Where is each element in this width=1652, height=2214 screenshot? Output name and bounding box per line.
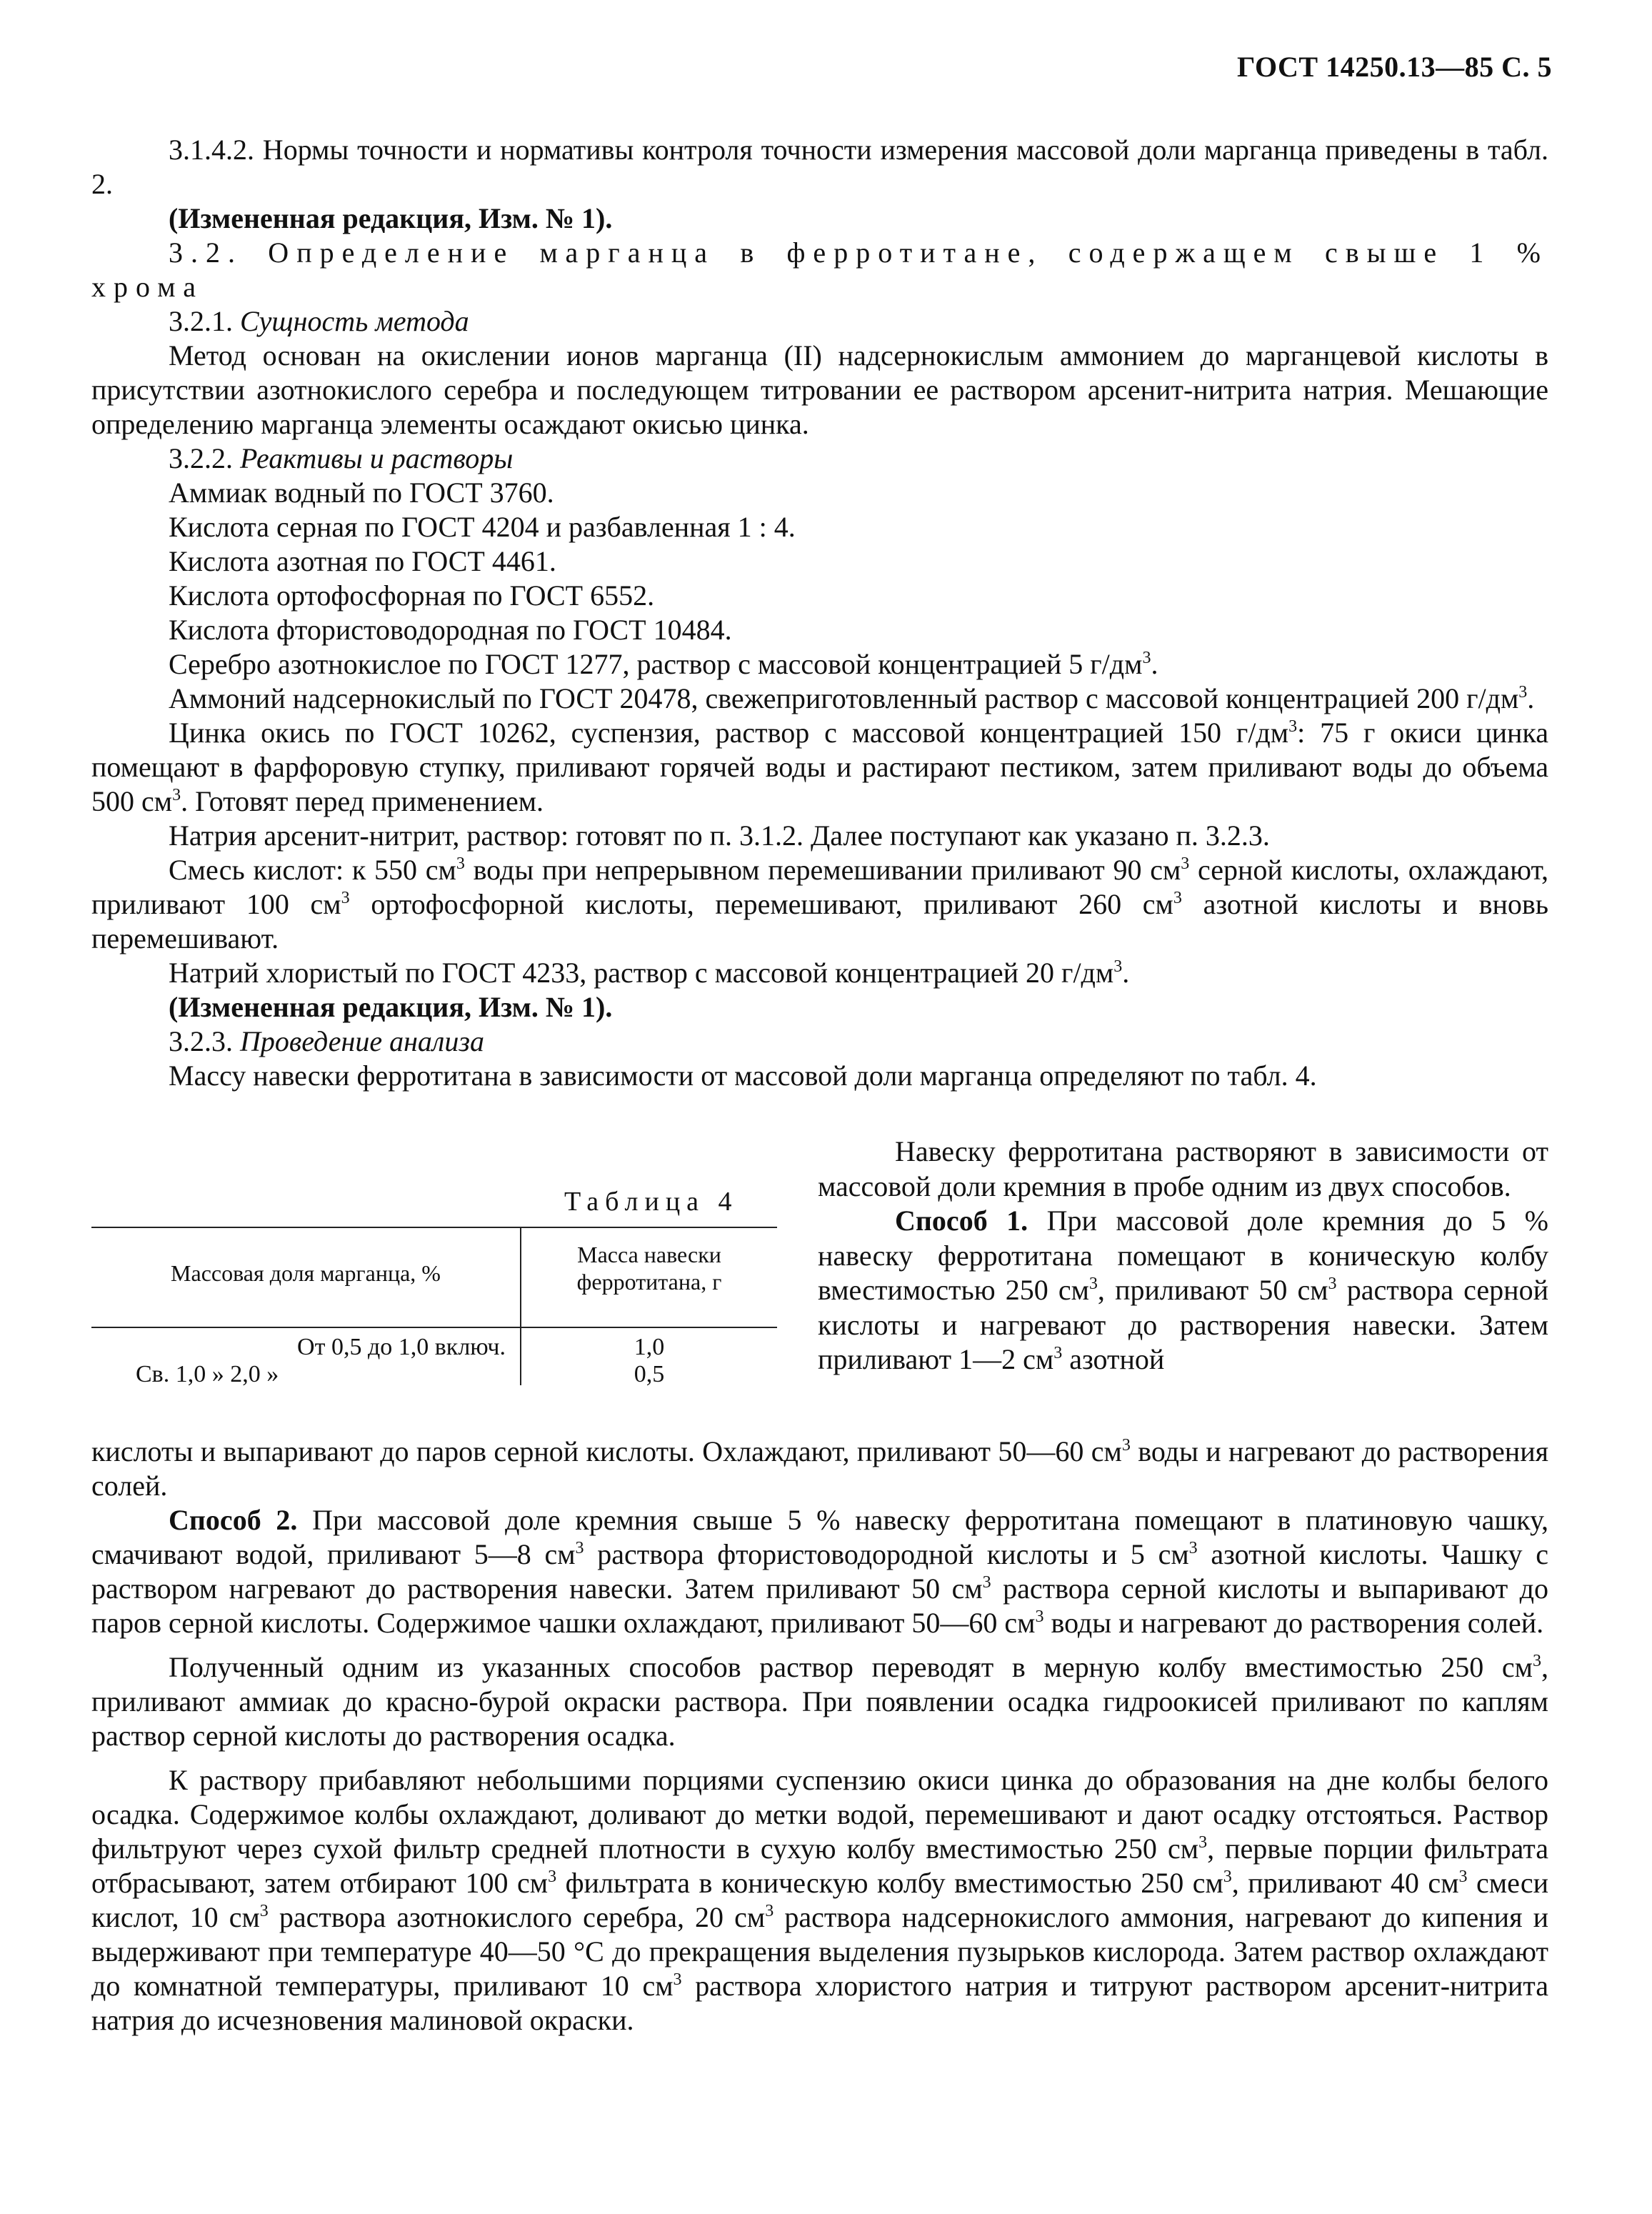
subsection-3-2-2: 3.2.2. Реактивы и растворы (169, 442, 514, 474)
table-reference-paragraph: Массу навески ферротитана в зависимости от массовой доли марганца определяют по табл. 4. (169, 1059, 1317, 1092)
table-cell: 1,0 (634, 1334, 665, 1360)
reagent-item: Аммоний надсернокислый по ГОСТ 20478, свежеприготовленный раствор с массовой концентрацией 200 $г/дм^3$. (169, 682, 1535, 714)
revision-note: (Измененная редакция, Изм. № 1). (169, 991, 613, 1023)
subsection-3-2-1: 3.2.1. Сущность метода (169, 305, 469, 337)
reagent-item: Натрия арсенит-нитрит, раствор: готовят по п. 3.1.2. Далее поступают как указано п. 3.2.3. (169, 819, 1270, 852)
table-caption: Таблица 4 (564, 1187, 739, 1217)
reagent-item: Кислота азотная по ГОСТ 4461. (169, 545, 556, 577)
reagent-item: Аммиак водный по ГОСТ 3760. (169, 477, 554, 509)
reagent-item: Кислота ортофосфорная по ГОСТ 6552. (169, 579, 655, 612)
method-1-paragraph: Способ 1. При массовой доле кремния до 5 % навеску ферротитана помещают в коническую колбу вместимостью 250 $см^3$, приливают 50 $см^3$ раствора серной кислоты и нагревают до растворения навески. Затем приливают 1—2 $см^3$ азотной (818, 1205, 1549, 1375)
table-top-rule (91, 1227, 777, 1228)
method-description: Метод основан на окислении ионов марганца (II) надсернокислым аммонием до марганцевой кислоты в присутствии азотнокислого серебра и последующем титровании ее раствором арсенит-нитрита натрия. Мешающие определению марганца элементы осаждают окисью цинка. (91, 339, 1548, 440)
reagent-item: Цинка окись по ГОСТ 10262, суспензия, раствор с массовой концентрацией 150 $г/дм^3$: 75 г окиси цинка помещают в фарфоровую ступку, приливают горячей воды и растирают пестиком, затем приливают воды до объема 500 $см^3$. Готовят перед применением. (91, 717, 1548, 817)
page-header: ГОСТ 14250.13—85 С. 5 (1236, 51, 1552, 83)
table-header-rule (91, 1327, 777, 1328)
section-3-2-heading: 3.2. Определение марганца в ферротитане, содержащем свыше 1 % хрома (91, 236, 1548, 303)
reagent-item: Серебро азотнокислое по ГОСТ 1277, раствор с массовой концентрацией 5 $г/дм^3$. (169, 648, 1158, 680)
titration-paragraph: К раствору прибавляют небольшими порциями суспензию окиси цинка до образования на дне колбы белого осадка. Содержимое колбы охлаждают, доливают до метки водой, перемешивают и дают осадку отстояться. Раствор фильтруют через сухой фильтр средней плотности в сухую колбу вместимостью 250 $см^3$, первые порции фильтрата отбрасывают, затем отбирают 100 $см^3$ фильтрата в коническую колбу вместимостью 250 $см^3$, приливают 40 $см^3$ смеси кислот, 10 $см^3$ раствора азотнокислого серебра, 20 $см^3$ раствора надсернокислого аммония, нагревают до кипения и выдерживают при температуре 40—50 °С до прекращения выделения пузырьков кислорода. Затем раствор охлаждают до комнатной температуры, приливают 10 $см^3$ раствора хлористого натрия и титруют раствором арсенит-нитрита натрия до исчезновения малиновой окраски. (91, 1764, 1549, 2036)
revision-note: (Измененная редакция, Изм. № 1). (169, 202, 613, 234)
solution-transfer-paragraph: Полученный одним из указанных способов раствор переводят в мерную колбу вместимостью 250 $см^3$, приливают аммиак до красно-бурой окраски раствора. При появлении осадка гидроокисей приливают по каплям раствор серной кислоты до растворения осадка. (91, 1651, 1548, 1752)
subsection-title: Проведение анализа (240, 1025, 484, 1057)
table-cell: 0,5 (634, 1361, 665, 1387)
right-column-text (818, 1135, 1548, 1377)
method-2-paragraph: Способ 2. При массовой доле кремния свыше 5 % навеску ферротитана помещают в платиновую чашку, смачивают водой, приливают 5—8 $см^3$ раствора фтористоводородной кислоты и 5 $см^3$ азотной кислоты. Чашку с раствором нагревают до растворения навески. Затем приливают 50 $см^3$ раствора серной кислоты и выпаривают до паров серной кислоты. Содержимое чашки охлаждают, приливают 50—60 $см^3$ воды и нагревают до растворения солей. (91, 1504, 1549, 1639)
reagent-item: Смесь кислот: к 550 $см^3$ воды при непрерывном перемешивании приливают 90 $см^3$ серной кислоты, охлаждают, приливают 100 $см^3$ ортофосфорной кислоты, перемешивают, приливают 260 $см^3$ азотной кислоты и вновь перемешивают. (91, 854, 1548, 954)
table-header-sample-mass: Масса навески ферротитана, г (576, 1242, 722, 1295)
dissolution-intro: Навеску ферротитана растворяют в зависимости от массовой доли кремния в пробе одним из двух способов. (818, 1135, 1548, 1202)
method-1-continuation: кислоты и выпаривают до паров серной кислоты. Охлаждают, приливают 50—60 $см^3$ воды и нагревают до растворения солей. (91, 1435, 1549, 1502)
subsection-title: Реактивы и растворы (240, 442, 514, 474)
subsection-3-2-3: 3.2.3. Проведение анализа (169, 1025, 484, 1057)
table-cell: От 0,5 до 1,0 включ. (297, 1334, 506, 1360)
reagent-item: Натрий хлористый по ГОСТ 4233, раствор с массовой концентрацией 20 $г/дм^3$. (169, 957, 1130, 989)
bottom-text-block (91, 1435, 1548, 2038)
reagent-item: Кислота фтористоводородная по ГОСТ 10484. (169, 614, 732, 646)
reagent-item: Кислота серная по ГОСТ 4204 и разбавленная 1 : 4. (169, 511, 796, 543)
subsection-title: Сущность метода (240, 305, 469, 337)
paragraph-3-1-4-2: 3.1.4.2. Нормы точности и нормативы контроля точности измерения массовой доли марганца приведены в табл. 2. (91, 134, 1548, 200)
table-header-mass-fraction: Массовая доля марганца, % (171, 1260, 441, 1286)
table-cell: Св. 1,0 » 2,0 » (136, 1361, 279, 1387)
top-text-block (91, 133, 1548, 1093)
